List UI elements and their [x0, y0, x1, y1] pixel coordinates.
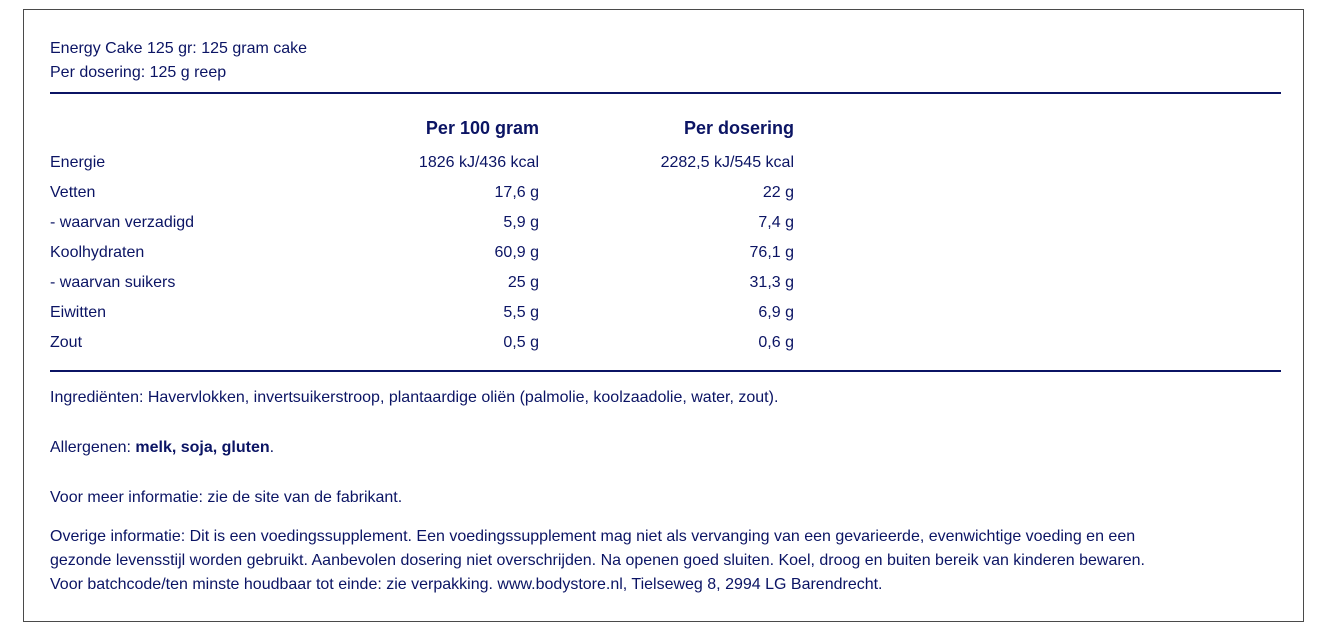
product-name: Energy Cake 125 gr: 125 gram cake: [50, 40, 308, 57]
table-row-salt: [50, 331, 1281, 361]
row-per-dose: 6,9 g: [758, 304, 794, 321]
product-info: [50, 37, 307, 85]
table-row-saturated: [50, 211, 1281, 241]
table-row-carbs: [50, 241, 1281, 271]
table-header: [50, 118, 1281, 142]
row-per-dose: 0,6 g: [758, 334, 794, 351]
row-per-dose: 2282,5 kJ/545 kcal: [660, 154, 794, 171]
row-per-dose: 76,1 g: [749, 244, 794, 261]
table-bottom-rule: [50, 370, 1281, 372]
row-label: - waarvan suikers: [50, 274, 176, 291]
row-per-100: 60,9 g: [494, 244, 539, 261]
row-per-100: 5,5 g: [503, 304, 539, 321]
row-per-100: 0,5 g: [503, 334, 539, 351]
table-row-energy: [50, 151, 1281, 181]
row-label: - waarvan verzadigd: [50, 214, 195, 231]
row-per-100: 17,6 g: [494, 184, 539, 201]
row-label: Zout: [50, 334, 83, 351]
nutrition-panel: [23, 9, 1304, 622]
row-per-dose: 22 g: [762, 184, 794, 201]
header-per-dose: Per dosering: [683, 118, 794, 138]
other-info-line-3: Voor batchcode/ten minste houdbaar tot einde: zie verpakking. www.bodystore.nl, Tielseweg 8, 2994 LG Barendrecht.: [50, 576, 883, 593]
row-per-100: 25 g: [507, 274, 539, 291]
row-label: Energie: [50, 154, 106, 171]
allergens-prefix: Allergenen:: [50, 439, 136, 456]
row-per-dose: 31,3 g: [749, 274, 794, 291]
table-row-sugars: [50, 271, 1281, 301]
row-label: Eiwitten: [50, 304, 107, 321]
ingredients-text: Ingrediënten: Havervlokken, invertsuikerstroop, plantaardige oliën (palmolie, koolzaadolie, water, zout).: [50, 389, 779, 406]
row-label: Vetten: [50, 184, 96, 201]
other-info-line-2: gezonde levensstijl worden gebruikt. Aanbevolen dosering niet overschrijden. Na openen goed sluiten. Koel, droog en buiten bereik van kinderen bewaren.: [50, 552, 1145, 569]
row-label: Koolhydraten: [50, 244, 145, 261]
allergens-suffix: .: [269, 439, 275, 456]
other-info-text: [50, 525, 1281, 597]
header-per-100: Per 100 gram: [425, 118, 539, 138]
other-info-line-1: Overige informatie: Dit is een voedingssupplement. Een voedingssupplement mag niet als vervanging van een gevarieerde, evenwichtige voeding en een: [50, 528, 1136, 545]
row-per-100: 1826 kJ/436 kcal: [418, 154, 539, 171]
row-per-100: 5,9 g: [503, 214, 539, 231]
dose-description: Per dosering: 125 g reep: [50, 64, 227, 81]
row-per-dose: 7,4 g: [758, 214, 794, 231]
table-top-rule: [50, 92, 1281, 94]
more-info-text: Voor meer informatie: zie de site van de fabrikant.: [50, 489, 403, 506]
allergens-text: [50, 436, 1281, 460]
table-row-fat: [50, 181, 1281, 211]
allergens-list: melk, soja, gluten: [135, 439, 270, 456]
table-row-protein: [50, 301, 1281, 331]
